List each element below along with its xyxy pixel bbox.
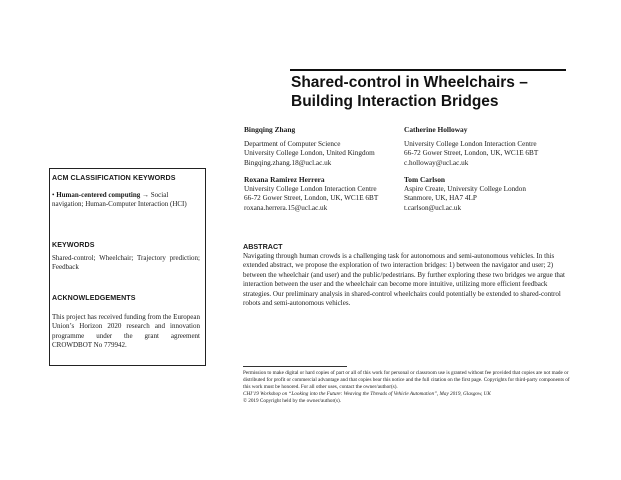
author-name: Catherine Holloway [404, 125, 468, 134]
author-block-holloway [404, 125, 574, 168]
author-affiliation: University College London Interaction Centre [244, 184, 377, 193]
permission-notice: Permission to make digital or hard copies of part or all of this work for personal or classroom use is granted without fee provided that copies are not made or distributed for profit or commercial advantage and that copies bear this notice and the full citation on the first page. Copyrights for third-party components of this work must be honored. For all other uses, contact the owner/author(s). [243, 370, 570, 390]
author-email: Bingqing.zhang.18@ucl.ac.uk [244, 158, 332, 167]
author-email: t.carlson@ucl.ac.uk [404, 203, 462, 212]
author-affiliation: University College London, United Kingdom [244, 149, 375, 158]
ccs-rest: → Social navigation; Human-Computer Interaction (HCI) [52, 191, 187, 209]
acknowledgements-heading: ACKNOWLEDGEMENTS [52, 294, 136, 302]
author-name: Bingqing Zhang [244, 125, 296, 134]
author-affiliation: University College London Interaction Centre [404, 139, 537, 148]
author-affiliation: 66-72 Gower Street, London, UK, WC1E 6BT [244, 194, 379, 203]
ccs-text [52, 191, 200, 210]
footnote-rule [243, 366, 347, 367]
keywords-text: Shared-control; Wheelchair; Trajectory prediction; Feedback [52, 254, 200, 272]
author-block-herrera [244, 175, 399, 213]
copyright-line: © 2019 Copyright held by the owner/author(s). [243, 398, 342, 404]
footnote [243, 370, 573, 405]
author-block-carlson [404, 175, 574, 213]
keywords-heading: KEYWORDS [52, 241, 95, 249]
ccs-concept: Human-centered computing [56, 191, 141, 199]
author-email: c.holloway@ucl.ac.uk [404, 158, 469, 167]
author-affiliation: 66-72 Gower Street, London, UK, WC1E 6BT [404, 149, 539, 158]
author-affiliation: Stanmore, UK, HA7 4LP [404, 194, 477, 203]
author-block-zhang [244, 125, 394, 168]
author-email: roxana.herrera.15@ucl.ac.uk [244, 203, 328, 212]
title-rule [290, 69, 566, 71]
venue-line: CHI’19 Workshop on “Looking into the Future: Weaving the Threads of Vehicle Automation”, May 2019, Glasgow, UK [243, 391, 491, 397]
ccs-bullet: • [52, 191, 57, 199]
abstract-text: Navigating through human crowds is a challenging task for autonomous and semi-autonomous vehicles. In this extended abstract, we propose the exploration of two interaction bridges: 1) between the navigator and user; 2) between the wheelchair (and user) and the public/pedestrians. By further exploring these two bridges we argue that interaction between the user and the wheelchair can become more intuitive, utilizing more efficient feedback strategies. Our preliminary analysis in shared-control wheelchairs could potentially be extended to shared-control robots and semi-autonomous vehicles. [243, 252, 565, 308]
author-name: Roxana Ramirez Herrera [244, 175, 325, 184]
paper-title: Shared-control in Wheelchairs – Building Interaction Bridges [291, 74, 528, 110]
ccs-heading: ACM CLASSIFICATION KEYWORDS [52, 174, 176, 182]
author-name: Tom Carlson [404, 175, 445, 184]
abstract-heading: ABSTRACT [243, 242, 283, 251]
acknowledgements-text: This project has received funding from the European Union’s Horizon 2020 research and innovation programme under the grant agreement CROWDBOT No 779942. [52, 313, 200, 349]
author-affiliation: Department of Computer Science [244, 139, 341, 148]
author-affiliation: Aspire Create, University College London [404, 184, 526, 193]
